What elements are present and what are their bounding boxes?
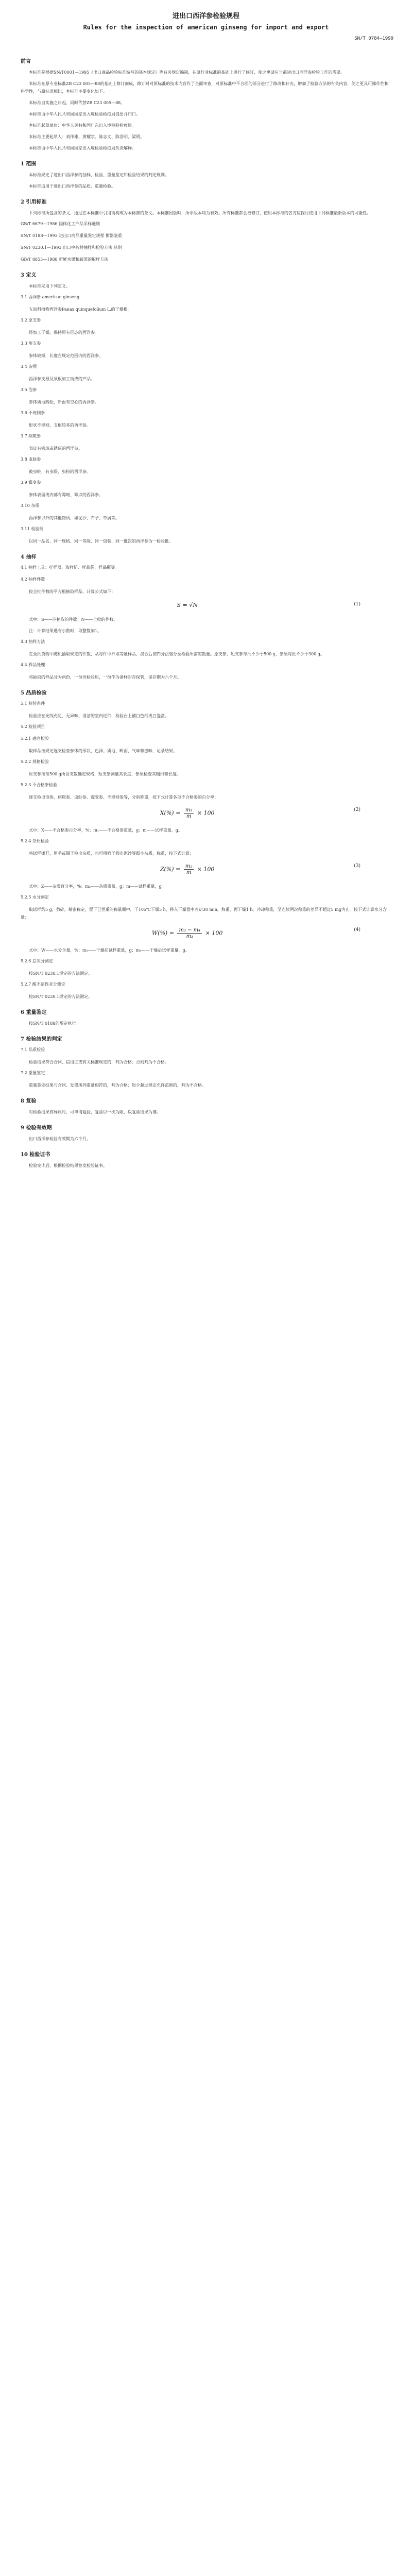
body-part-2 (21, 616, 391, 801)
clause-line: 4.2 抽样件数 (21, 577, 45, 582)
paragraph: 被虫蛀，有虫眼、虫粉的西洋参。 (29, 469, 91, 474)
clause-line: 3.7 病斑参 (21, 434, 41, 438)
clause-line: 4.4 样品处理 (21, 663, 45, 667)
paragraph: 本标准主要起草人：刘伟雄、黄耀宗、陈志文、陈浩明、梁明。 (29, 134, 144, 139)
formula-tail: × 100 (197, 809, 215, 817)
paragraph: 按全批件数的平方根抽取样品，计算公式如下： (29, 589, 115, 594)
formula-rhs: √N (189, 602, 198, 608)
clause-line: 3.3 短支参 (21, 341, 41, 346)
standard-number: SN/T 0784—1999 (354, 36, 393, 41)
paragraph: 按SN/T 0230.1规定的方法测定。 (29, 994, 93, 999)
section-heading: 6 重量鉴定 (21, 1010, 47, 1015)
clause-line: 3.10 杂质 (21, 503, 40, 508)
paragraph: 本标准由中华人民共和国国家出入境检验检疫局提出并归口。 (29, 112, 140, 116)
paragraph: 注：计算结果遇有小数时，取整数加1。 (29, 629, 102, 633)
body-part-1 (21, 57, 391, 596)
paragraph: 检验结果符合合同、信用证或有关标准规定的，判为合格；否则判为不合格。 (29, 1060, 169, 1064)
section-heading: 前言 (21, 59, 31, 64)
paragraph: 本标准是根据SN/T0001—1995《出口商品检验标准编写的基本规定》等有关规定编制，在原行业标准的基础上进行了修订，使之更适应当前进出口西洋参检验工作的需要。 (29, 70, 345, 75)
clause-line: 4.1 抽样工具：扦样器、取样铲、样品袋、样品瓶等。 (21, 565, 119, 570)
clause-line: 3.11 检验批 (21, 527, 44, 531)
clause-line: 3.8 虫蛀参 (21, 457, 41, 462)
section-heading: 8 复验 (21, 1098, 37, 1104)
paragraph: 按SN/T 0230.1规定的方法测定。 (29, 971, 93, 976)
formula-2: X(%) = $\frac{\text{m₁}}{m}$ × 100 (2) (160, 807, 360, 819)
paragraph: 逐支检出泡参、病斑参、虫蛀参、霉变参、不规则参等，分别称重，按下式计算各项不合格参的百分率： (29, 795, 218, 800)
clause-line: 5.2.2 规格检验 (21, 759, 49, 764)
formula-fraction (184, 807, 194, 819)
paragraph: 本标准规定了进出口西洋参的抽样、检验、重量鉴定和检验结果的判定规则。 (29, 173, 169, 177)
clause-line: 3.6 不规则参 (21, 411, 45, 415)
paragraph: 将抽取的样品分为两份，一份供检验用，一份作为备样封存保管，保存期为六个月。 (29, 675, 181, 680)
paragraph: 取样品按规定逐支检查参体的形状、色泽、质地、断面、气味和滋味，记录结果。 (29, 749, 177, 753)
document-body (21, 49, 391, 1173)
section-heading: 1 范围 (21, 161, 37, 167)
formula-lhs: X(%) (160, 809, 174, 817)
formula-number: (1) (354, 602, 360, 607)
fraction-numerator: m₃ − m₄ (177, 927, 202, 934)
formula-4: W(%) = $\frac{\text{m₃ − m₄}}{\text{m₃}}$ × 100 (4) (151, 927, 360, 939)
paragraph: 本标准自实施之日起，同时代替ZB C23 005—88。 (29, 100, 125, 105)
paragraph: 本标准在原专业标准ZB C23 005—88的基础上修订而成，修订时对原标准的技术内容作了全面审查，对原标准中不合理的部分进行了修改和补充，增加了检验方法的有关内容，使之更具可操作性和科学性，与原标准相比，本标准主要变化如下。 (21, 81, 389, 94)
paragraph: 对检验结果有异议时，可申请复验，复验以一次为限，以复验结果为准。 (29, 1110, 161, 1114)
section-heading: 5 品质检验 (21, 690, 47, 696)
paragraph: 在全批货物中随机抽取规定的件数，从每件中扦取等量样品，混合后按四分法缩分至检验所需的数量。原支参、短支参每批不少于500 g，参须每批不少于300 g。 (29, 652, 324, 656)
clause-line: 5.2.1 感官检验 (21, 736, 49, 741)
clause-line: 5.2.4 杂质检验 (21, 839, 49, 843)
paragraph: 本标准采用下列定义。 (29, 284, 70, 289)
section-heading: 3 定义 (21, 273, 37, 278)
section-heading: 4 抽样 (21, 554, 37, 560)
clause-line: 3.4 参须 (21, 364, 37, 369)
clause-line: 3.5 泡参 (21, 387, 37, 392)
formula-lhs: S (177, 602, 181, 608)
formula-fraction (177, 927, 202, 939)
paragraph: 下列标准所包含的条文，通过在本标准中引用而构成为本标准的条文。本标准出版时，所示版本均为有效。所有标准都会被修订，使用本标准的各方应探讨使用下列标准最新版本的可能性。 (29, 211, 371, 215)
formula-1: S = √N (1) (177, 602, 360, 608)
paragraph: 本标准起草单位：中华人民共和国广东出入境检验检疫局。 (29, 123, 136, 128)
fraction-denominator: m (186, 870, 192, 875)
paragraph: 本标准适用于进出口西洋参的品质、重量检验。 (29, 184, 115, 189)
fraction-denominator: m₃ (186, 934, 194, 939)
clause-line: SN/T 0188—1993 进出口商品重量鉴定规程 衡器鉴重 (21, 233, 122, 238)
section-heading: 2 引用标准 (21, 199, 47, 205)
formula-tail: × 100 (197, 866, 215, 873)
body-part-4 (21, 883, 391, 921)
body-part-5 (21, 946, 391, 1170)
paragraph: 西洋参以外的其他物质，如泥沙、石子、草屑等。 (29, 516, 119, 520)
paragraph: 出口西洋参检验有效期为六个月。 (29, 1137, 91, 1141)
paragraph: 形状不规则，支根较多的西洋参。 (29, 423, 91, 428)
clause-line: 7.2 重量鉴定 (21, 1071, 45, 1075)
formula-3: Z(%) = $\frac{\text{m₂}}{m}$ × 100 (3) (160, 863, 360, 875)
clause-line: SN/T 0230.1—1993 出口中药材抽样和检验方法 总则 (21, 245, 122, 250)
formula-number: (3) (354, 863, 360, 869)
clause-line: 3.2 原支参 (21, 318, 41, 323)
section-heading: 10 检验证书 (21, 1152, 50, 1158)
clause-line: 4.3 抽样方法 (21, 639, 45, 644)
clause-line: 5.2.7 酸不溶性灰分测定 (21, 982, 65, 987)
clause-line: 5.2.3 不合格参检验 (21, 783, 57, 787)
section-heading: 7 检验结果的判定 (21, 1037, 62, 1042)
clause-line: 5.2 检验项目 (21, 724, 45, 729)
fraction-numerator: m₁ (184, 807, 194, 814)
formula-lhs: W(%) (151, 929, 168, 937)
paragraph: 式中：W——水分含量，%；m₃——干燥前试样重量，g；m₄——干燥后试样重量，g。 (29, 948, 190, 953)
paragraph: 式中：X——不合格参百分率，%；m₁——不合格参重量，g；m——试样重量，g。 (29, 828, 182, 833)
paragraph: 检验完毕后，根据检验结果签发检验证书。 (29, 1163, 107, 1168)
body-part-3 (21, 826, 391, 857)
formula-number: (4) (354, 927, 360, 933)
paragraph: 将试样摊开，用手或镊子检出杂质，也可用筛子筛出泥沙等细小杂质，称重，按下式计算： (29, 851, 194, 856)
paragraph: 本标准由中华人民共和国国家出入境检验检疫局负责解释。 (29, 146, 136, 150)
clause-line: 5.2.5 水分测定 (21, 895, 49, 900)
clause-line: GB/T 6679—1986 固体化工产品采样通则 (21, 222, 100, 226)
clause-line: 7.1 品质检验 (21, 1047, 45, 1052)
clause-line: 5.1 检验条件 (21, 701, 45, 706)
clause-line: 5.2.6 总灰分测定 (21, 959, 53, 963)
clause-line: 3.9 霉变参 (21, 480, 41, 485)
formula-lhs: Z(%) (160, 866, 174, 873)
paragraph: 检验应在光线充足、无异味、清洁的室内进行，检验台上铺白色纸或白瓷盘。 (29, 714, 169, 718)
section-heading: 9 检验有效期 (21, 1125, 52, 1131)
paragraph: 西洋参支根及须根加工而成的产品。 (29, 377, 95, 381)
paragraph: 按SN/T 0188的规定执行。 (29, 1021, 80, 1026)
paragraph: 参体表面或内部有霉斑、霉点的西洋参。 (29, 493, 103, 497)
paragraph: 以同一品名、同一规格、同一等级、同一包装、同一批次的西洋参为一检验批。 (29, 539, 173, 544)
formula-fraction (184, 863, 194, 875)
paragraph: 参体较短，长度在规定范围内的西洋参。 (29, 353, 103, 358)
paragraph: 式中：S——应抽取的件数；N——全批的件数。 (29, 617, 118, 622)
fraction-denominator: m (186, 814, 192, 819)
paragraph: 原支参按每500 g所含支数确定规格，短支参测量其长度，参须检查其粗细和长度。 (29, 772, 181, 776)
paragraph: 经加工干燥，保持原有形态的西洋参。 (29, 330, 99, 335)
paragraph: 五加科植物西洋参Panax quinquefolium L.的干燥根。 (29, 307, 132, 312)
paragraph: 取试样约5 g，剪碎，精密称定，置于已恒重的称量瓶中，于105℃干燥5 h，移入干燥器中冷却30 min，称重，再干燥1 h，冷却称重，至连续两次称重的差异不超过5 mg为止。按下式计算水分含量： (21, 907, 387, 920)
clause-line: GB/T 8855—1988 新鲜水果和蔬菜的取样方法 (21, 257, 109, 262)
fraction-numerator: m₂ (184, 863, 194, 870)
paragraph: 参体质地疏松，断面有空心的西洋参。 (29, 400, 99, 404)
formula-number: (2) (354, 807, 360, 812)
paragraph: 重量鉴定结果与合同、发票所列重量相符的，判为合格；短少超过规定允许范围的，判为不合格。 (29, 1083, 206, 1088)
paragraph: 表皮有病斑或锈斑的西洋参。 (29, 446, 82, 451)
clause-line: 3.1 西洋参 american ginseng (21, 295, 80, 299)
paragraph: 式中：Z——杂质百分率，%；m₂——杂质重量，g；m——试样重量，g。 (29, 884, 166, 889)
document-title: 进出口西洋参检验规程 (172, 12, 239, 20)
formula-tail: × 100 (205, 929, 223, 937)
document-title-english: Rules for the inspection of american ginseng for import and export (83, 24, 329, 31)
